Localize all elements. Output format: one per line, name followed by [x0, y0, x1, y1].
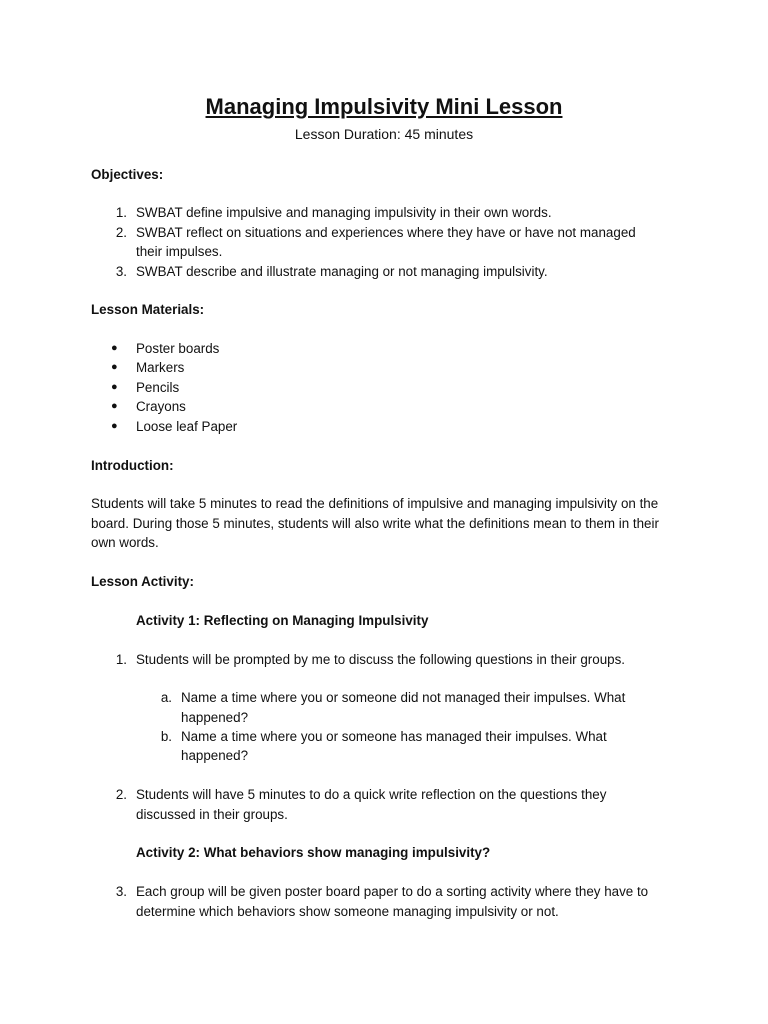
objective-number: 2.: [115, 225, 127, 240]
introduction-line: Students will take 5 minutes to read the definitions of impulsive and managing impulsivity on the: [91, 496, 659, 511]
lesson-duration: Lesson Duration: 45 minutes: [294, 126, 474, 142]
step-number: 2.: [115, 787, 127, 802]
material-item: Pencils: [136, 380, 180, 395]
objective-text: SWBAT reflect on situations and experiences where they have or have not managed: [136, 225, 636, 240]
introduction-heading: Introduction:: [91, 458, 174, 473]
objective-text: SWBAT describe and illustrate managing or not managing impulsivity.: [136, 264, 548, 279]
material-item: Loose leaf Paper: [136, 419, 238, 434]
material-item: Markers: [136, 360, 185, 375]
objective-text: their impulses.: [136, 244, 223, 259]
subitem-letter: b.: [160, 729, 172, 744]
objective-number: 3.: [115, 264, 127, 279]
bullet-icon: ●: [111, 361, 118, 373]
step-text: determine which behaviors show someone managing impulsivity or not.: [136, 904, 559, 919]
activity1-heading: Activity 1: Reflecting on Managing Impulsivity: [136, 613, 429, 628]
subitem-text: Name a time where you or someone has managed their impulses. What: [181, 729, 607, 744]
subitem-text: Name a time where you or someone did not managed their impulses. What: [181, 690, 626, 705]
material-item: Poster boards: [136, 341, 220, 356]
step-number: 3.: [115, 884, 127, 899]
materials-heading: Lesson Materials:: [91, 302, 205, 317]
objective-text: SWBAT define impulsive and managing impulsivity in their own words.: [136, 205, 552, 220]
objectives-heading: Objectives:: [91, 167, 164, 182]
activity2-heading: Activity 2: What behaviors show managing impulsivity?: [136, 845, 491, 860]
bullet-icon: ●: [111, 381, 118, 393]
lesson-activity-heading: Lesson Activity:: [91, 574, 194, 589]
subitem-text: happened?: [181, 748, 249, 763]
step-text: Students will have 5 minutes to do a quick write reflection on the questions they: [136, 787, 607, 802]
step-text: Each group will be given poster board paper to do a sorting activity where they have to: [136, 884, 649, 899]
document-title: Managing Impulsivity Mini Lesson: [205, 94, 563, 119]
material-item: Crayons: [136, 399, 186, 414]
step-text: discussed in their groups.: [136, 807, 288, 822]
subitem-letter: a.: [160, 690, 172, 705]
introduction-line: board. During those 5 minutes, students will also write what the definitions mean to them in their: [91, 516, 659, 531]
bullet-icon: ●: [111, 400, 118, 412]
bullet-icon: ●: [111, 342, 118, 354]
step-text: Students will be prompted by me to discuss the following questions in their groups.: [136, 652, 626, 667]
bullet-icon: ●: [111, 420, 118, 432]
introduction-line: own words.: [91, 535, 159, 550]
step-number: 1.: [115, 652, 127, 667]
subitem-text: happened?: [181, 710, 249, 725]
objective-number: 1.: [115, 205, 127, 220]
